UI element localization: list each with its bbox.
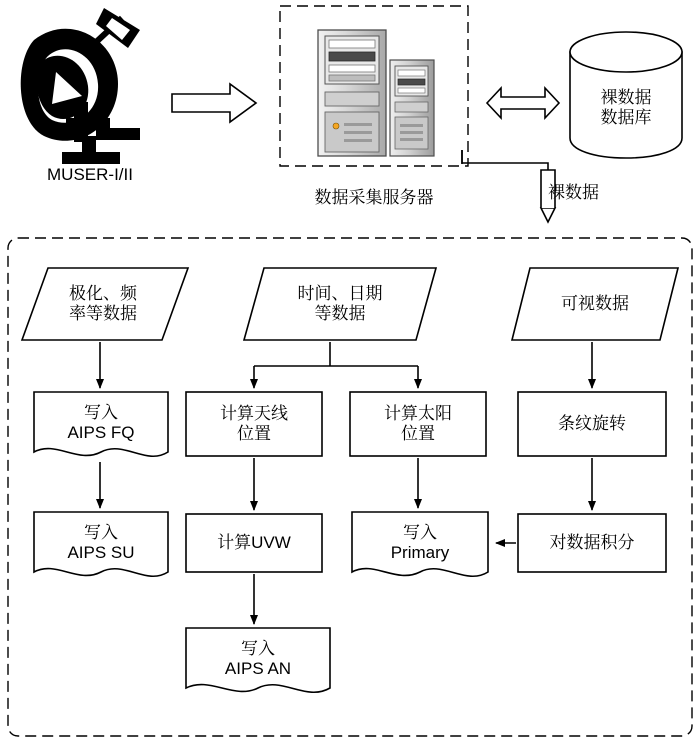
shape-proc-uvw [186,514,322,572]
raw-data-label: 裸数据 [548,182,599,202]
database-cylinder [570,32,682,158]
shape-proc-antenna-position [186,392,322,456]
out-primary-label: 写入 Primary [390,522,450,562]
connector-raw-data [462,150,555,222]
server-tower-primary [318,30,386,156]
arrow-antenna-to-server [172,84,256,122]
shape-input-time-date [244,268,436,340]
shape-out-aips-su [34,512,168,576]
shape-input-visibility [512,268,678,340]
proc-antenna-position-label: 计算天线 位置 [220,403,288,443]
shape-input-polarization [22,268,188,340]
input-visibility-label: 可视数据 [561,293,629,313]
shape-out-aips-an [186,628,330,692]
proc-integrate-label: 对数据积分 [549,532,635,552]
database-label: 裸数据 数据库 [600,87,652,127]
shape-proc-integrate [518,514,666,572]
proc-uvw-label: 计算UVW [217,532,291,552]
out-aips-su-label: 写入 AIPS SU [67,522,135,562]
shape-out-primary [352,512,488,576]
proc-sun-position-label: 计算太阳 位置 [384,403,452,443]
input-time-date-label: 时间、日期 等数据 [297,283,383,323]
proc-fringe-rotation-label: 条纹旋转 [558,413,626,433]
shape-out-aips-fq [34,392,168,456]
antenna-caption: MUSER-I/II [47,164,133,184]
server-group-caption: 数据采集服务器 [314,187,434,207]
input-polarization-label: 极化、频 率等数据 [69,283,137,323]
shape-proc-sun-position [350,392,486,456]
out-aips-an-label: 写入 AIPS AN [224,638,292,678]
pipeline-flow-arrows [100,342,592,624]
server-tower-secondary [390,60,434,156]
arrow-server-to-database [487,88,559,118]
shape-proc-fringe-rotation [518,392,666,456]
out-aips-fq-label: 写入 AIPS FQ [67,402,135,442]
antenna-icon [21,8,140,164]
